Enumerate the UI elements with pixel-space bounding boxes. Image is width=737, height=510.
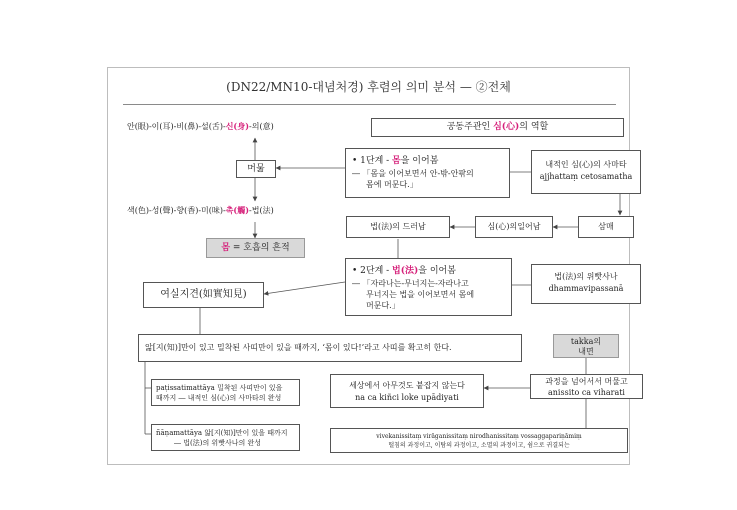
stage2-head-suffix: 을 이어봄 [418, 266, 456, 276]
six-sense-doors [127, 121, 274, 132]
samadhi-box: 삼매 [578, 216, 634, 238]
patissati-box [151, 379, 300, 406]
stage2-head-highlight: 법(法) [392, 266, 419, 276]
six-doors-highlight: 신(身) [225, 121, 250, 131]
stage1-line2: 몸에 머문다.」 [366, 180, 418, 189]
viveka-box [330, 428, 628, 453]
stage1-head-suffix: 을 이어봄 [400, 156, 439, 166]
samatha-line1: 내적인 심(心)의 사마타 [545, 160, 627, 169]
live-beyond-line2: anissito ca viharati [548, 388, 625, 397]
six-objects-highlight: 촉(觸) [225, 205, 250, 215]
six-objects-prefix: 색(色)-성(聲)-향(香)-미(味)- [127, 206, 226, 215]
nana-line2: ― 법(法)의 위빳사나의 완성 [174, 439, 261, 447]
stage2-head-prefix: • 2단계 - [352, 266, 393, 276]
six-doors-suffix: -의(意) [249, 122, 274, 131]
viveka-line1: vivekanissitaṃ virāganissitaṃ nirodhanissitaṃ vossaggapariṇāmiṃ [376, 433, 582, 440]
common-role-box [371, 118, 624, 137]
not-cling-line2: na ca kiñci loke upādiyati [355, 393, 459, 402]
knowledge-line-box: 앎[지(知)]만이 있고 밀착된 사띠만이 있을 때까지, ‘몸이 있다!’라고 사띠를 확고히 한다. [138, 334, 522, 362]
mind-arising-box: 심(心)의일어남 [475, 216, 553, 238]
dhamma-reveal-box: 법(法)의 드러남 [346, 216, 450, 238]
nana-box [151, 424, 300, 451]
stage1-head-highlight: 몸 [392, 156, 401, 166]
takka-line1: takka의 [570, 337, 602, 346]
patissati-line2: 때까지 ― 내적인 심(心)의 사마타의 완성 [156, 394, 282, 402]
vipassana-line1: 법(法)의 위빳사나 [554, 272, 618, 281]
live-beyond-line1: 과정을 넘어서서 머물고 [545, 377, 628, 386]
six-doors-prefix: 안(眼)-이(耳)-비(鼻)-설(舌)- [127, 122, 226, 131]
stage1-box [345, 148, 510, 198]
six-objects-suffix: -법(法) [249, 206, 274, 215]
body-trace-highlight: 몸 [221, 243, 231, 253]
dwelling-box: 머묾 [236, 160, 276, 178]
viveka-line2: 떨침의 과정이고, 이탐의 과정이고, 소멸의 과정이고, 쉼으로 귀결되는 [388, 442, 570, 449]
stage2-box [345, 258, 512, 316]
vipassana-box [531, 264, 641, 304]
body-trace-text: = 호흡의 흔적 [230, 243, 290, 253]
vipassana-line2: dhammavipassanā [548, 284, 624, 293]
page-title: (DN22/MN10-대념처경) 후렴의 의미 분석 — ②전체 [226, 80, 511, 94]
stage1-line1: ― 「몸을 이어보면서 안-밖-안팎의 [352, 169, 474, 178]
stage1-heading [352, 153, 503, 166]
common-role-highlight: 심(心) [493, 122, 520, 132]
stage2-heading [352, 263, 505, 276]
samatha-line2: ajjhattaṃ cetosamatha [539, 172, 633, 181]
takka-box [553, 334, 619, 358]
samatha-box [531, 150, 641, 194]
not-cling-line1: 세상에서 아무것도 붙잡지 않는다 [349, 381, 465, 390]
patissati-line1: paṭissatimattāya 밀착된 사띠만이 있을 [156, 384, 283, 392]
six-sense-objects [127, 205, 274, 216]
common-role-suffix: 의 역할 [519, 122, 549, 132]
stage2-line3: 머문다.」 [366, 301, 400, 310]
stage2-line1: ― 「자라나는-무너지는-자라나고 [352, 279, 469, 288]
live-beyond-box [530, 374, 643, 399]
body-trace-box [206, 238, 305, 258]
stage1-head-prefix: • 1단계 - [352, 156, 393, 166]
yathabhuta-box: 여실지견(如實知見) [143, 282, 264, 308]
nana-line1: ñāṇamattāya 앎[지(知)]만이 있을 때까지 [156, 429, 288, 437]
arrow-to-yathabhuta [264, 282, 345, 294]
takka-line2: 내면 [578, 347, 594, 356]
common-role-prefix: 공동주관인 [446, 122, 494, 132]
not-cling-box [330, 374, 484, 408]
stage2-line2: 무너지는 법을 이어보면서 몸에 [366, 290, 475, 299]
